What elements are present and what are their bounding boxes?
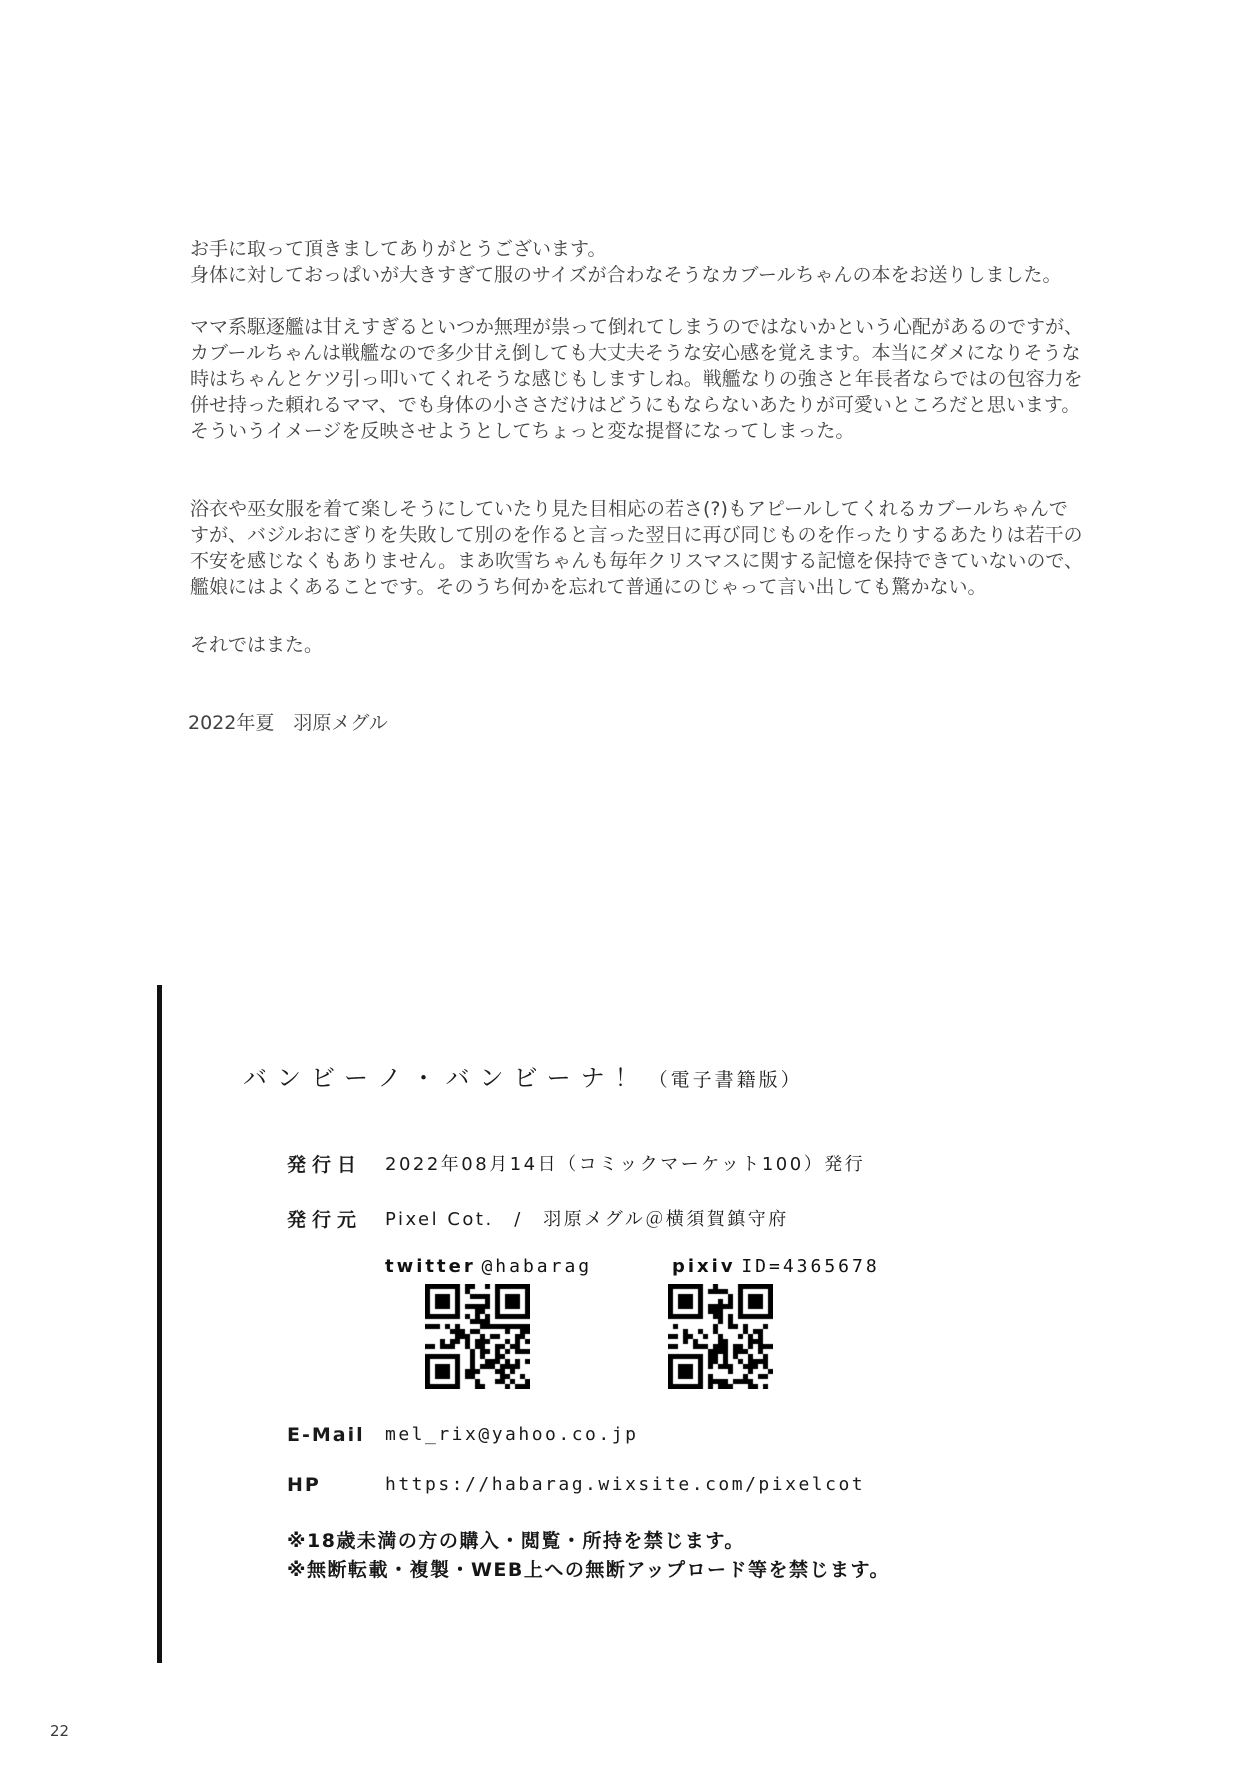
no-reproduction-notice: ※無断転載・複製・WEB上への無断アップロード等を禁じます。 xyxy=(287,1559,891,1581)
twitter-handle: @habarag xyxy=(481,1256,593,1277)
afterword-text-line: すが、バジルおにぎりを失敗して別のを作ると言った翌日に再び同じものを作ったりするあたりは若干の xyxy=(190,524,1083,546)
publisher-label: 発行元 xyxy=(287,1209,363,1231)
website-label: HP xyxy=(287,1474,321,1496)
website-url: https://habarag.wixsite.com/pixelcot xyxy=(385,1474,866,1495)
afterword-text-line: ママ系駆逐艦は甘えすぎるといつか無理が祟って倒れてしまうのではないかという心配があるのですが、 xyxy=(190,316,1084,338)
age-restriction-notice: ※18歳未満の方の購入・閲覧・所持を禁じます。 xyxy=(287,1530,745,1552)
publication-date-label: 発行日 xyxy=(287,1154,363,1176)
afterword-paragraph-3 xyxy=(190,496,1090,600)
afterword-paragraph-1 xyxy=(190,236,1090,288)
twitter-label: twitter xyxy=(385,1256,476,1277)
afterword-text-line: 併せ持った頼れるママ、でも身体の小ささだけはどうにもならないあたりが可愛いところだと思います。 xyxy=(190,394,1081,416)
afterword-text-line: お手に取って頂きましてありがとうございます。 xyxy=(190,238,607,260)
page-number: 22 xyxy=(50,1722,70,1740)
publication-date-value: 2022年08月14日（コミックマーケット100）発行 xyxy=(385,1154,866,1175)
afterword-text-line: 艦娘にはよくあることです。そのうち何かを忘れて普通にのじゃって言い出しても驚かない。 xyxy=(190,576,987,598)
pixiv-qr-code xyxy=(668,1284,773,1389)
pixiv-id: ID=4365678 xyxy=(741,1256,880,1277)
afterword-text-line: 浴衣や巫女服を着て楽しそうにしていたり見た目相応の若さ(?)もアピールしてくれるカブールちゃんで xyxy=(190,498,1068,520)
publisher-value: Pixel Cot. / 羽原メグル＠横須賀鎮守府 xyxy=(385,1209,789,1230)
twitter-qr-code xyxy=(425,1284,530,1389)
pixiv-account xyxy=(672,1256,880,1277)
author-signature: 2022年夏 羽原メグル xyxy=(188,712,388,734)
afterword-text-line: 時はちゃんとケツ引っ叩いてくれそうな感じもしますしね。戦艦なりの強さと年長者ならではの包容力を xyxy=(190,368,1083,390)
email-value: mel_rix@yahoo.co.jp xyxy=(385,1424,639,1445)
afterword-text-line: そういうイメージを反映させようとしてちょっと変な提督になってしまった。 xyxy=(190,420,855,442)
afterword-closing xyxy=(190,632,1090,658)
book-title-text: バンビーノ・バンビーナ！ xyxy=(243,1064,649,1092)
afterword-text-line: カブールちゃんは戦艦なので多少甘え倒しても大丈夫そうな安心感を覚えます。本当にダメになりそうな xyxy=(190,342,1081,364)
afterword-text-line: 身体に対しておっぱいが大きすぎて服のサイズが合わなそうなカブールちゃんの本をお送りしました。 xyxy=(190,264,1062,286)
pixiv-label: pixiv xyxy=(672,1256,736,1277)
colophon-book-title xyxy=(243,1058,803,1093)
twitter-account xyxy=(385,1256,592,1277)
afterword-paragraph-2 xyxy=(190,314,1090,444)
afterword-text-line: 不安を感じなくもありません。まあ吹雪ちゃんも毎年クリスマスに関する記憶を保持できていないので、 xyxy=(190,550,1084,572)
colophon-vertical-rule xyxy=(157,985,162,1663)
email-label: E-Mail xyxy=(287,1424,365,1446)
book-title-edition-note: （電子書籍版） xyxy=(648,1069,803,1091)
afterword-text-line: それではまた。 xyxy=(190,634,324,656)
